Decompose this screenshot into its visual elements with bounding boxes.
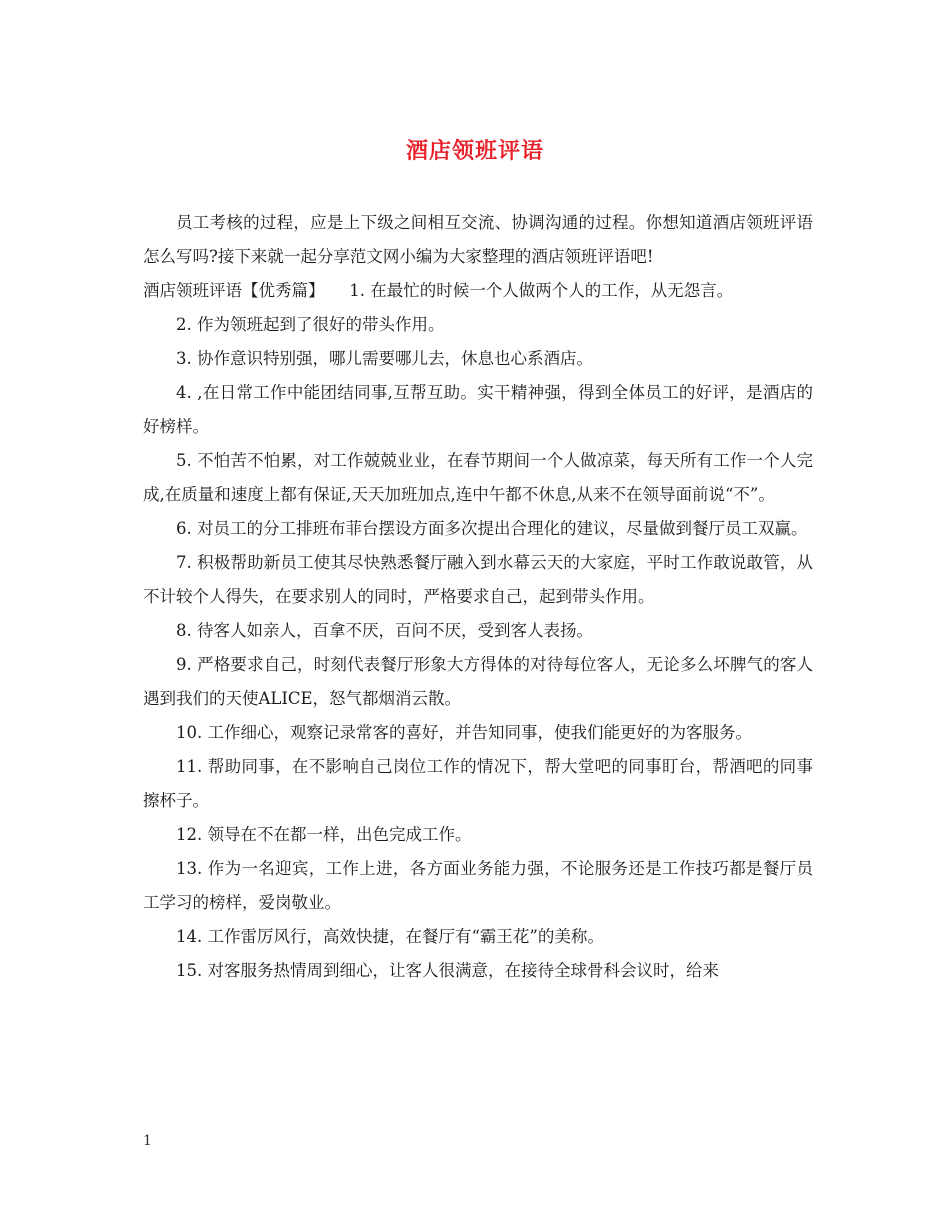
list-item: 10. 工作细心，观察记录常客的喜好，并告知同事，使我们能更好的为客服务。 bbox=[176, 723, 752, 742]
section-heading-line: 酒店领班评语【优秀篇】 1. 在最忙的时候一个人做两个人的工作，从无怨言。 bbox=[143, 281, 734, 300]
list-item: 12. 领导在不在都一样，出色完成工作。 bbox=[176, 825, 472, 844]
list-item: 14. 工作雷厉风行，高效快捷，在餐厅有“霸王花”的美称。 bbox=[176, 927, 604, 946]
list-item: 13. 作为一名迎宾，工作上进，各方面业务能力强，不论服务还是工作技巧都是餐厅员工学习的榜样，爱岗敬业。 bbox=[143, 859, 813, 912]
document-body bbox=[143, 206, 813, 988]
intro-paragraph: 员工考核的过程，应是上下级之间相互交流、协调沟通的过程。你想知道酒店领班评语怎么写吗?接下来就一起分享范文网小编为大家整理的酒店领班评语吧! bbox=[143, 213, 813, 266]
list-item: 15. 对客服务热情周到细心，让客人很满意，在接待全球骨科会议时，给来 bbox=[176, 961, 719, 980]
list-item: 2. 作为领班起到了很好的带头作用。 bbox=[176, 315, 445, 334]
list-item: 3. 协作意识特别强，哪儿需要哪儿去，休息也心系酒店。 bbox=[176, 349, 593, 368]
list-item: 11. 帮助同事，在不影响自己岗位工作的情况下，帮大堂吧的同事盯台，帮酒吧的同事擦杯子。 bbox=[143, 757, 813, 810]
list-item: 7. 积极帮助新员工使其尽快熟悉餐厅融入到水幕云天的大家庭，平时工作敢说敢管，从不计较个人得失，在要求别人的同时，严格要求自己，起到带头作用。 bbox=[143, 553, 813, 606]
page-number: 1 bbox=[143, 1133, 152, 1149]
list-item: 8. 待客人如亲人，百拿不厌，百问不厌，受到客人表扬。 bbox=[176, 621, 593, 640]
list-item: 9. 严格要求自己，时刻代表餐厅形象大方得体的对待每位客人，无论多么坏脾气的客人遇到我们的天使ALICE，怒气都烟消云散。 bbox=[143, 655, 813, 708]
list-item: 4. ,在日常工作中能团结同事,互帮互助。实干精神强，得到全体员工的好评，是酒店的好榜样。 bbox=[143, 383, 813, 436]
list-item: 6. 对员工的分工排班布菲台摆设方面多次提出合理化的建议，尽量做到餐厅员工双赢。 bbox=[176, 519, 808, 538]
list-item: 5. 不怕苦不怕累，对工作兢兢业业，在春节期间一个人做凉菜，每天所有工作一个人完成,在质量和速度上都有保证,天天加班加点,连中午都不休息,从来不在领导面前说“不”。 bbox=[143, 451, 813, 504]
page-title: 酒店领班评语 bbox=[405, 138, 544, 164]
